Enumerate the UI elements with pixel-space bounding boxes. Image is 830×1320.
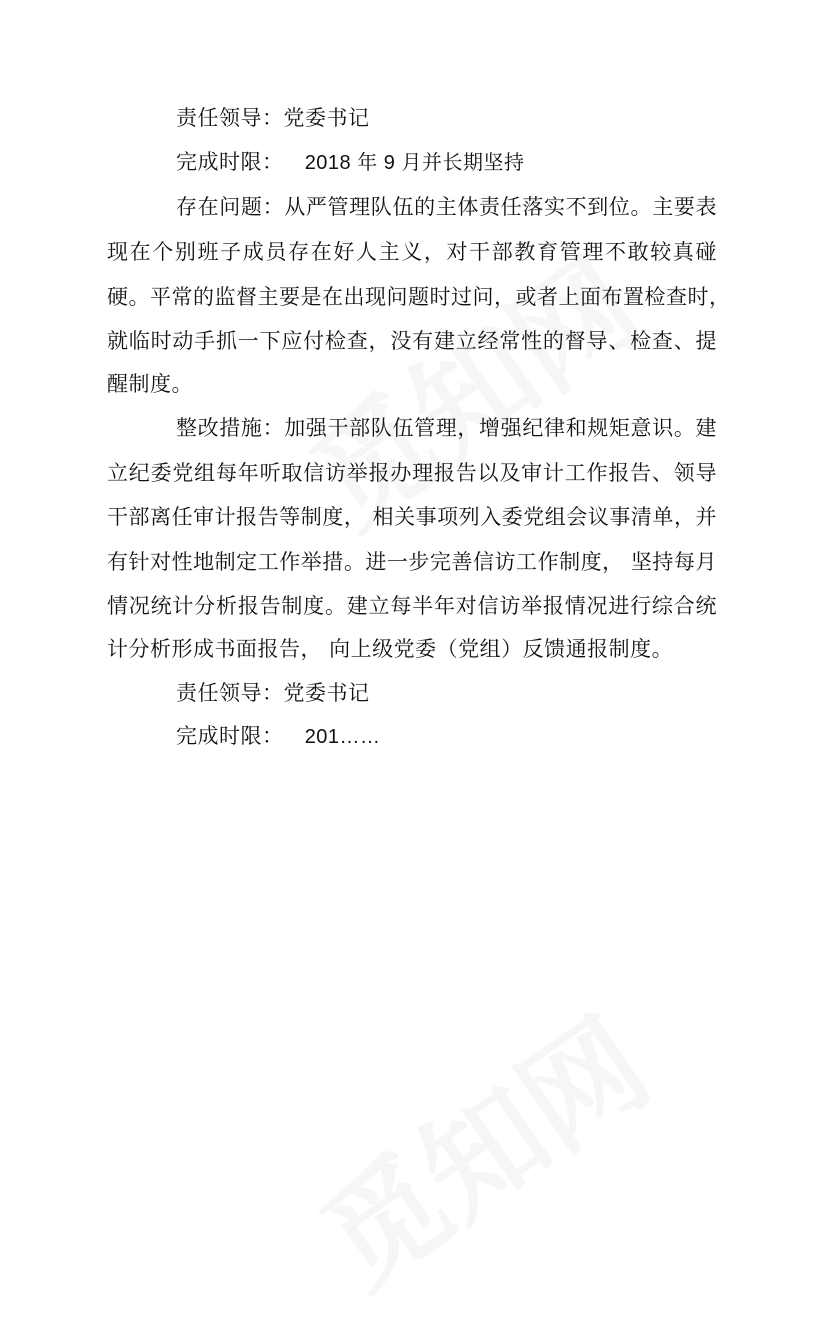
deadline-label-1: 完成时限： (176, 150, 284, 174)
problem-line-1: 存在问题：从严管理队伍的主体责任落实不到位。主要表 (176, 195, 717, 219)
deadline-value-1: 2018 年 9 月并长期坚持 (304, 152, 525, 174)
problem-line-4: 就临时动手抓一下应付检查，没有建立经常性的督导、检查、提 (107, 329, 717, 353)
measures-line-5: 情况统计分析报告制度。建立每半年对信访举报情况进行综合统 (107, 594, 717, 618)
measures-line-6: 计分析形成书面报告， 向上级党委（党组）反馈通报制度。 (107, 637, 674, 661)
measures-line-1: 整改措施：加强干部队伍管理，增强纪律和规矩意识。建 (176, 416, 717, 440)
watermark-bottom (283, 972, 677, 1319)
problem-line-3: 硬。平常的监督主要是在出现问题时过问，或者上面布置检查时， (107, 285, 731, 309)
responsible-leader-2: 责任领导：党委书记 (176, 681, 370, 705)
deadline-2 (176, 722, 381, 751)
problem-line-2: 现在个别班子成员存在好人主义，对干部教育管理不敢较真碰 (107, 240, 717, 264)
deadline-value-2: 201…… (304, 726, 381, 748)
measures-line-3: 干部离任审计报告等制度， 相关事项列入委党组会议事清单，并 (107, 505, 717, 529)
deadline-1 (176, 148, 524, 177)
deadline-label-2: 完成时限： (176, 724, 284, 748)
responsible-leader-1: 责任领导：党委书记 (176, 106, 370, 130)
measures-line-2: 立纪委党组每年听取信访举报办理报告以及审计工作报告、领导 (107, 461, 717, 485)
problem-line-5: 醒制度。 (107, 372, 193, 396)
measures-line-4: 有针对性地制定工作举措。进一步完善信访工作制度， 坚持每月 (107, 550, 717, 574)
